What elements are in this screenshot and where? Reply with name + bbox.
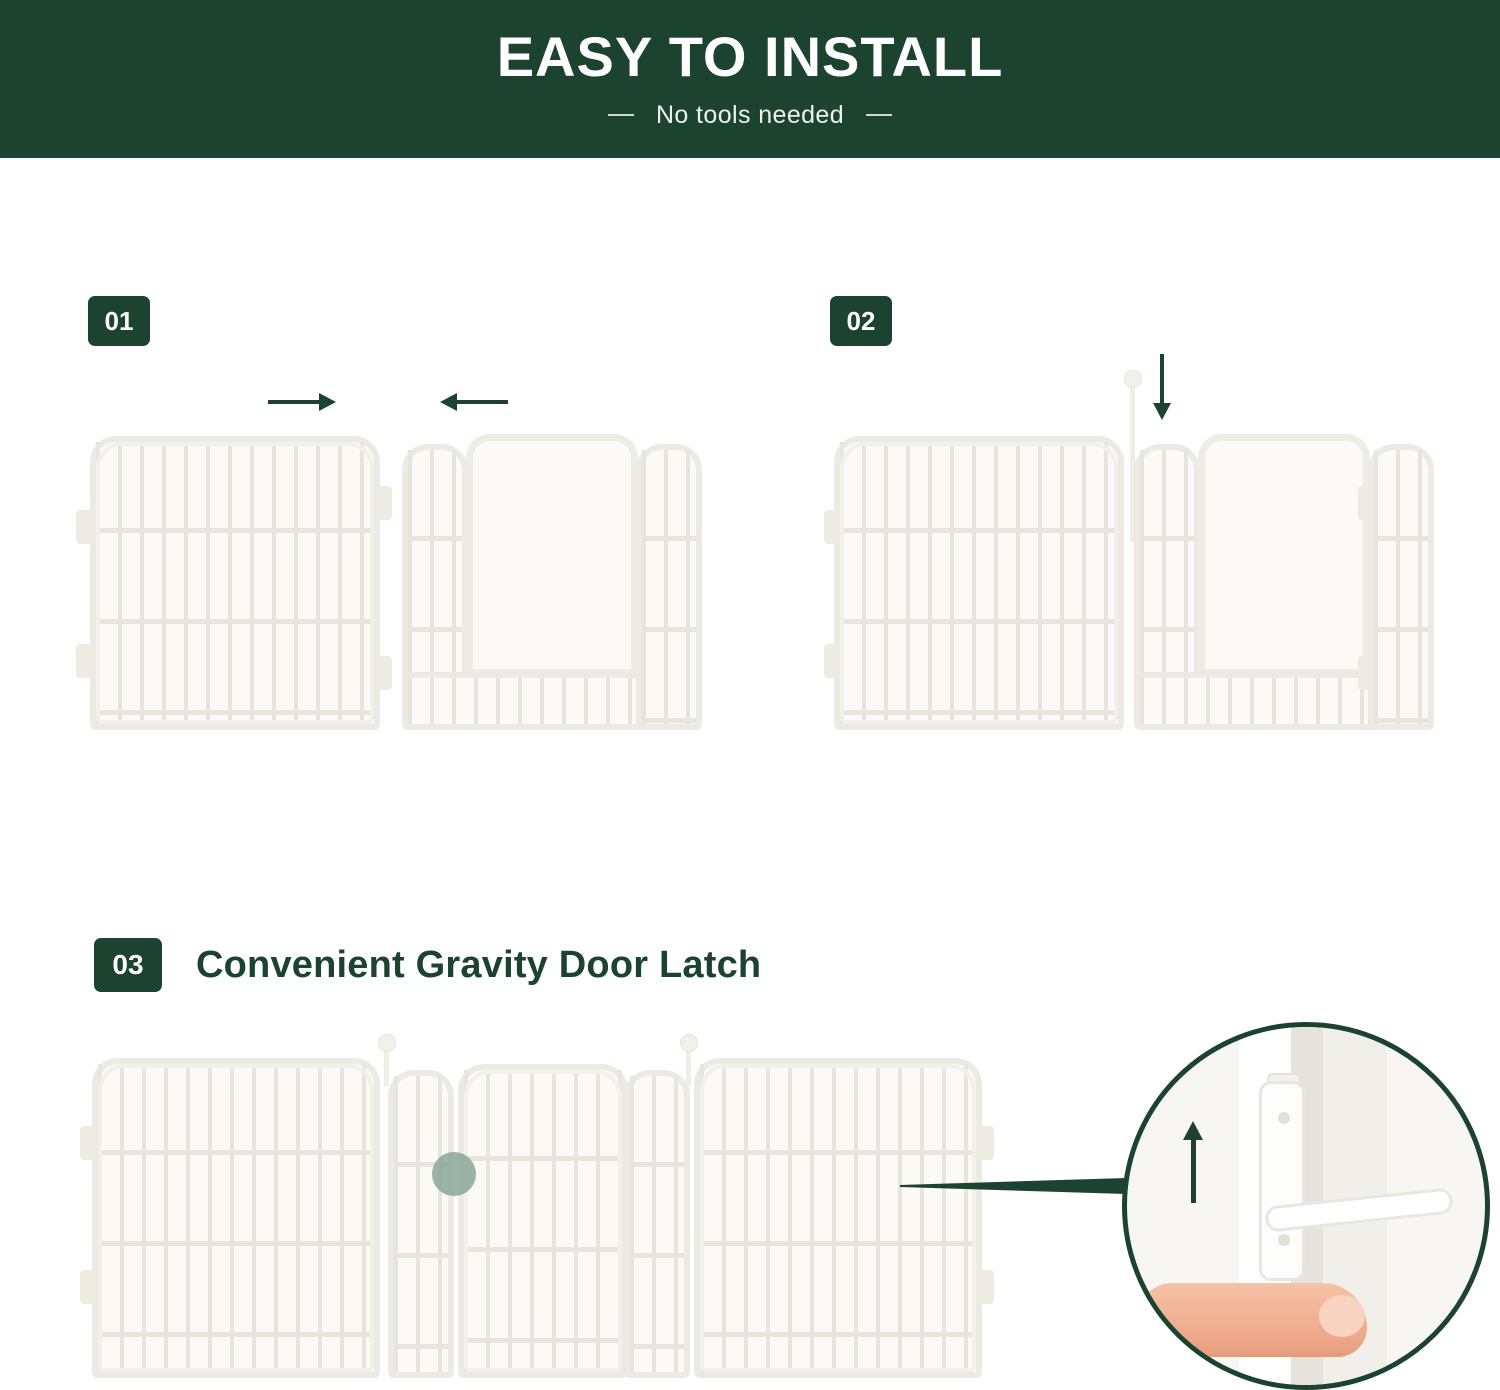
hinge-right-upper-step1	[376, 486, 392, 520]
gate-door-step3[interactable]	[458, 1064, 628, 1378]
header-subtitle: No tools needed	[655, 100, 845, 129]
hinge-right-upper-step2	[1358, 486, 1374, 520]
dash-left	[608, 114, 634, 116]
hinge-far-left-upper-step3	[80, 1126, 96, 1160]
panel-frame	[700, 1064, 976, 1372]
gravity-latch-marker[interactable]	[432, 1152, 476, 1196]
connector-pin-head-b-step3[interactable]	[680, 1034, 698, 1052]
step-badge-03: 03	[94, 938, 162, 992]
arrow-down-icon	[1160, 354, 1164, 404]
hinge-left-lower-step1	[76, 644, 92, 678]
horizontal-bars	[630, 1076, 684, 1372]
arrow-up-icon	[1191, 1139, 1196, 1203]
fence-panel-narrow-b-step2	[1368, 444, 1434, 730]
hinge-left-upper-step2	[824, 510, 840, 544]
header-banner	[0, 0, 1500, 158]
panel-frame	[840, 442, 1118, 724]
hinge-left-lower-step2	[824, 644, 840, 678]
latch-housing	[1259, 1081, 1305, 1281]
fence-panel-left-step1	[90, 436, 380, 730]
panel-frame	[98, 1064, 374, 1372]
hinge-right-lower-step2	[1358, 656, 1374, 690]
latch-screw-upper	[1278, 1112, 1290, 1124]
fence-panel-left-step3	[92, 1058, 380, 1378]
hinge-far-right-upper-step3	[978, 1126, 994, 1160]
fence-panel-narrow-b-step3	[624, 1070, 690, 1378]
step-badge-01: 01	[88, 296, 150, 346]
step-3-title: Convenient Gravity Door Latch	[196, 944, 762, 986]
hinge-left-upper-step1	[76, 510, 92, 544]
fence-panel-left-step2	[834, 436, 1124, 730]
panel-frame	[96, 442, 374, 724]
fence-panel-narrow-a-step3	[388, 1070, 454, 1378]
horizontal-bars	[1374, 450, 1428, 724]
fence-panel-right-step3	[694, 1058, 982, 1378]
gate-door-step2[interactable]	[1198, 434, 1370, 676]
latch-screw-lower	[1278, 1234, 1290, 1246]
connector-pin-head-step2[interactable]	[1124, 370, 1142, 388]
arrow-right-icon	[268, 400, 320, 404]
latch-detail-callout	[1122, 1022, 1490, 1390]
hinge-right-lower-step1	[376, 656, 392, 690]
hinge-far-left-lower-step3	[80, 1270, 96, 1304]
connector-pin-head-a-step3[interactable]	[378, 1034, 396, 1052]
header-subtitle-row	[608, 101, 892, 130]
step-badge-02: 02	[830, 296, 892, 346]
connector-pin-a-step3[interactable]	[384, 1046, 389, 1086]
horizontal-bars	[642, 450, 696, 724]
connector-pin-b-step3[interactable]	[686, 1046, 691, 1086]
dash-right	[866, 114, 892, 116]
fingernail	[1319, 1295, 1365, 1337]
fence-panel-narrow-b-step1	[636, 444, 702, 730]
horizontal-bars	[394, 1076, 448, 1372]
page-title: EASY TO INSTALL	[496, 24, 1004, 88]
arrow-left-icon	[456, 400, 508, 404]
panel-frame	[464, 1070, 622, 1372]
hinge-far-right-lower-step3	[978, 1270, 994, 1304]
gate-door-step1[interactable]	[466, 434, 638, 676]
